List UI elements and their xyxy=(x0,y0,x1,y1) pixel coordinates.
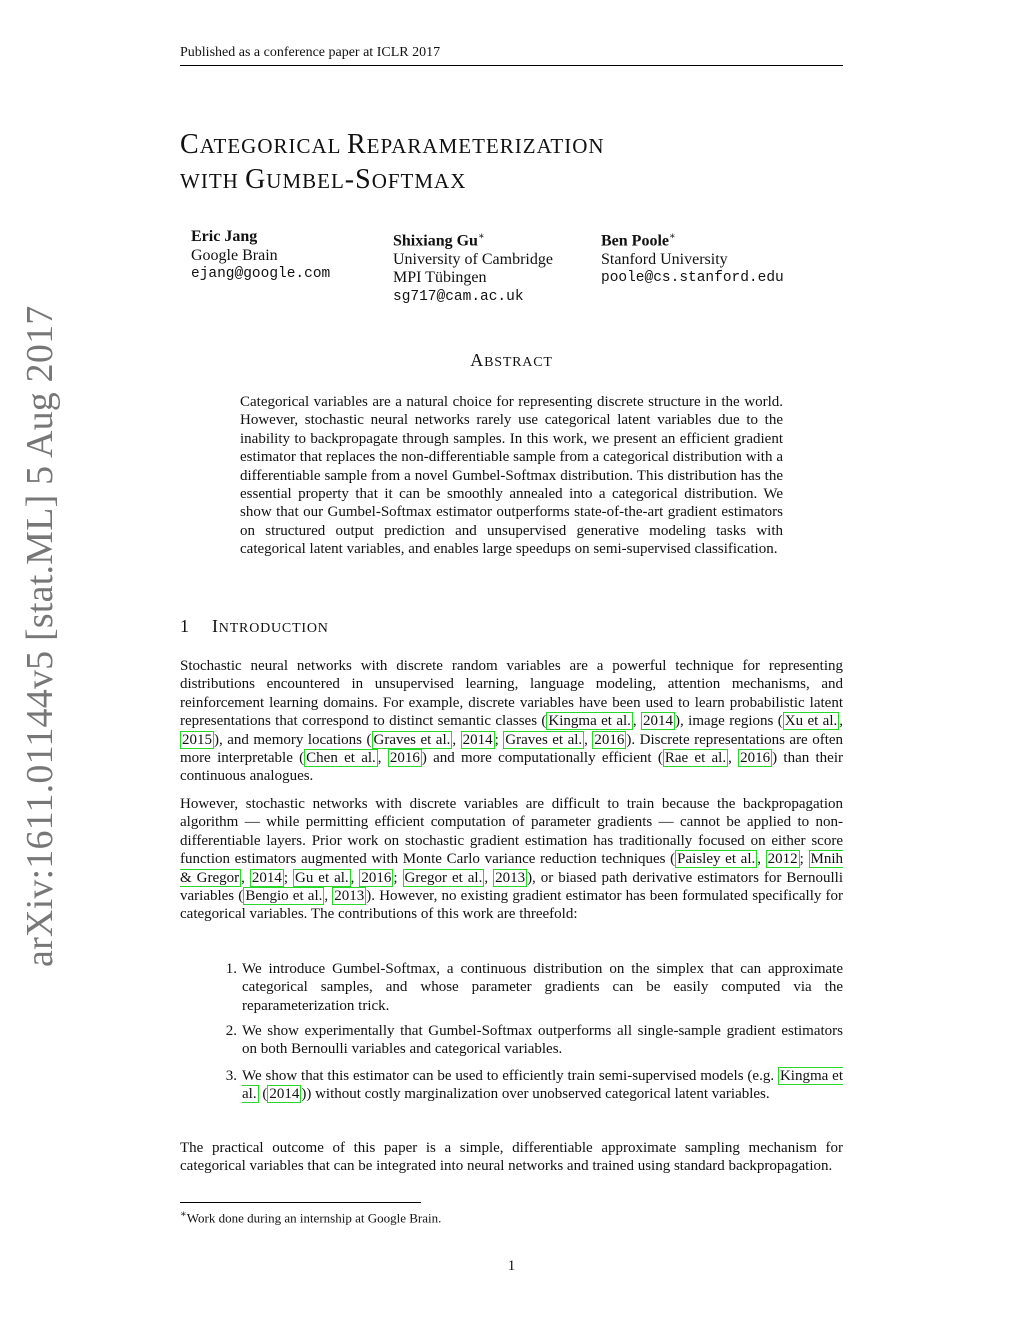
title-sc: WITH xyxy=(180,169,246,193)
text-run: ), and memory locations ( xyxy=(214,731,372,748)
citation-link[interactable]: 2014 xyxy=(643,713,674,730)
text-run: ; xyxy=(283,869,293,886)
footnote-rule xyxy=(180,1202,421,1203)
author-affiliation: Stanford University xyxy=(601,250,728,268)
abstract-title-sc: BSTRACT xyxy=(484,355,553,370)
text-run: , xyxy=(452,731,461,748)
author-affiliation: University of Cambridge xyxy=(393,250,553,268)
text-run: , xyxy=(632,713,642,730)
author-footnote-mark: ∗ xyxy=(669,231,676,242)
text-run: ). Discrete representations are often more interpretable ( xyxy=(180,731,844,767)
citation-link[interactable]: Graves et al. xyxy=(505,731,583,748)
section-title-cap: I xyxy=(212,616,219,636)
paper-title xyxy=(180,128,605,198)
title-line-1 xyxy=(180,128,605,163)
page-number: 1 xyxy=(507,1258,516,1274)
list-number: 2. xyxy=(225,1023,237,1039)
citation-link[interactable]: 2013 xyxy=(334,888,365,905)
footnote-mark: ∗ xyxy=(180,1209,187,1220)
title-sc: OFTMAX xyxy=(371,169,467,193)
citation-link[interactable]: Chen et al. xyxy=(306,750,376,767)
author-affiliation: Google Brain xyxy=(191,246,278,264)
author-email[interactable]: sg717@cam.ac.uk xyxy=(393,288,524,305)
title-line-2 xyxy=(180,163,605,198)
text-run: , xyxy=(484,869,494,886)
citation-link[interactable]: Mnih & Gregor xyxy=(180,851,844,886)
text-run: However, stochastic networks with discrete variables are difficult to train because the backpropagation algorithm — while permitting efficient computation of parameter gradients — cannot be applied to non-differentiable layers. Prior work on stochastic gradient estimation has traditionally focused on either score function estimators augmented with Monte Carlo variance reduction techniques ( xyxy=(180,796,843,868)
citation-link[interactable]: Paisley et al. xyxy=(677,851,756,868)
text-run: , xyxy=(377,750,388,767)
citation-link[interactable]: 2016 xyxy=(389,750,420,767)
text-run: )) without costly marginalization over unobserved categorical latent variables. xyxy=(301,1086,770,1103)
text-run: ; xyxy=(799,851,809,868)
footnote-text: Work done during an internship at Google Brain. xyxy=(186,1210,442,1226)
text-run: ; xyxy=(494,731,504,748)
citation-link[interactable]: Graves et al. xyxy=(373,731,451,748)
text-run: ). However, no existing gradient estimator has been formulated specifically for categorical variables. The contributions of this work are threefold: xyxy=(180,888,844,923)
text-run: , xyxy=(584,731,593,748)
title-cap: C xyxy=(180,129,200,160)
author-block-2 xyxy=(393,228,553,306)
text-run: , xyxy=(350,869,360,886)
section-title-sc: NTRODUCTION xyxy=(218,621,329,636)
citation-link[interactable]: 2014 xyxy=(269,1086,300,1103)
author-email[interactable]: poole@cs.stanford.edu xyxy=(601,270,784,287)
abstract-title-cap: A xyxy=(470,350,485,370)
author-name: Ben Poole xyxy=(601,232,669,250)
header-rule xyxy=(180,65,843,66)
author-footnote-mark: ∗ xyxy=(477,231,485,242)
citation-link[interactable]: 2015 xyxy=(182,731,212,748)
text-run: Stochastic neural networks with discrete random variables are a powerful technique for representing distributions encountered in unsupervised learning, language modeling, attention mechanisms, and reinforcement learning domains. For example, discrete variables have been used to learn probabilistic latent representations that correspond to distinct semantic classes ( xyxy=(180,658,843,730)
title-cap: -S xyxy=(344,164,372,195)
author-name: Eric Jang xyxy=(191,228,258,245)
citation-link[interactable]: 2016 xyxy=(594,731,625,748)
text-run: , xyxy=(757,851,766,868)
citation-link[interactable]: Gregor et al. xyxy=(404,869,483,886)
title-cap: G xyxy=(245,164,267,195)
author-block-3 xyxy=(601,228,784,288)
text-run: ) and more computationally efficient ( xyxy=(421,750,663,767)
title-sc: EPARAMETERIZATION xyxy=(366,134,605,158)
title-sc: ATEGORICAL xyxy=(199,134,347,158)
section-number: 1 xyxy=(180,616,190,636)
text-run: ; xyxy=(393,869,403,886)
list-number: 3. xyxy=(225,1068,237,1084)
running-header: Published as a conference paper at ICLR 2017 xyxy=(180,45,441,60)
list-text: We introduce Gumbel-Softmax, a continuous distribution on the simplex that can approximate categorical samples, and whose parameter gradients can be easily computed via the reparameterization trick. xyxy=(242,961,843,1014)
intro-paragraph-2 xyxy=(180,795,843,924)
arxiv-identifier: arXiv:1611.01144v5 [stat.ML] 5 Aug 2017 xyxy=(19,305,61,967)
text-run: , xyxy=(728,750,739,767)
list-text: We show experimentally that Gumbel-Softmax outperforms all single-sample gradient estimators on both Bernoulli variables and categorical variables. xyxy=(242,1023,843,1058)
text-run: ) than their continuous analogues. xyxy=(180,750,843,785)
title-cap: R xyxy=(346,129,367,160)
list-number: 1. xyxy=(225,961,237,977)
section-heading-introduction xyxy=(180,616,329,637)
author-email[interactable]: ejang@google.com xyxy=(191,266,331,282)
text-run: ), image regions ( xyxy=(675,713,783,730)
citation-link[interactable]: Xu et al. xyxy=(784,713,838,730)
text-run: ), or biased path derivative estimators for Bernoulli variables ( xyxy=(180,869,843,905)
text-run: , xyxy=(839,713,843,730)
citation-link[interactable]: 2013 xyxy=(495,869,526,886)
text-run: We show that this estimator can be used to efficiently train semi-supervised models (e.g. xyxy=(242,1068,778,1084)
title-sc: UMBEL xyxy=(266,169,345,193)
text-run: , xyxy=(324,888,333,905)
text-run: , xyxy=(241,869,250,886)
intro-paragraph-1 xyxy=(180,657,843,786)
citation-link[interactable]: Rae et al. xyxy=(664,750,727,767)
footnote xyxy=(180,1209,441,1226)
author-block-1 xyxy=(191,228,330,284)
citation-link[interactable]: 2012 xyxy=(767,851,798,868)
author-name: Shixiang Gu xyxy=(393,232,478,250)
citation-link[interactable]: Gu et al. xyxy=(294,869,349,886)
text-run: ( xyxy=(258,1086,268,1103)
citation-link[interactable]: 2016 xyxy=(361,869,392,886)
abstract-heading xyxy=(180,350,843,371)
contribution-item-3 xyxy=(215,1067,843,1104)
list-text xyxy=(242,1067,843,1104)
citation-link[interactable]: Kingma et al. xyxy=(548,713,631,730)
author-affiliation: MPI Tübingen xyxy=(393,269,487,287)
contribution-item-2 xyxy=(215,1022,843,1059)
citation-link[interactable]: 2016 xyxy=(740,750,771,767)
citation-link[interactable]: Bengio et al. xyxy=(245,888,323,905)
citation-link[interactable]: 2014 xyxy=(251,869,282,886)
intro-paragraph-3: The practical outcome of this paper is a simple, differentiable approximate sampling mechanism for categorical variables that can be integrated into neural networks and trained using standard backpropagation. xyxy=(180,1140,843,1175)
abstract-body: Categorical variables are a natural choice for representing discrete structure in the world. However, stochastic neural networks rarely use categorical latent variables due to the inability to backpropagate through samples. In this work, we present an efficient gradient estimator that replaces the non-differentiable sample from a categorical distribution with a differentiable sample from a novel Gumbel-Softmax distribution. This distribution has the essential property that it can be smoothly annealed into a categorical distribution. We show that our Gumbel-Softmax estimator outperforms state-of-the-art gradient estimators on structured output prediction and unsupervised generative modeling tasks with categorical latent variables, and enables large speedups on semi-supervised classification. xyxy=(240,394,783,558)
citation-link[interactable]: 2014 xyxy=(462,731,493,748)
contribution-item-1 xyxy=(215,960,843,1015)
citation-link[interactable]: Kingma et al. xyxy=(242,1068,843,1103)
